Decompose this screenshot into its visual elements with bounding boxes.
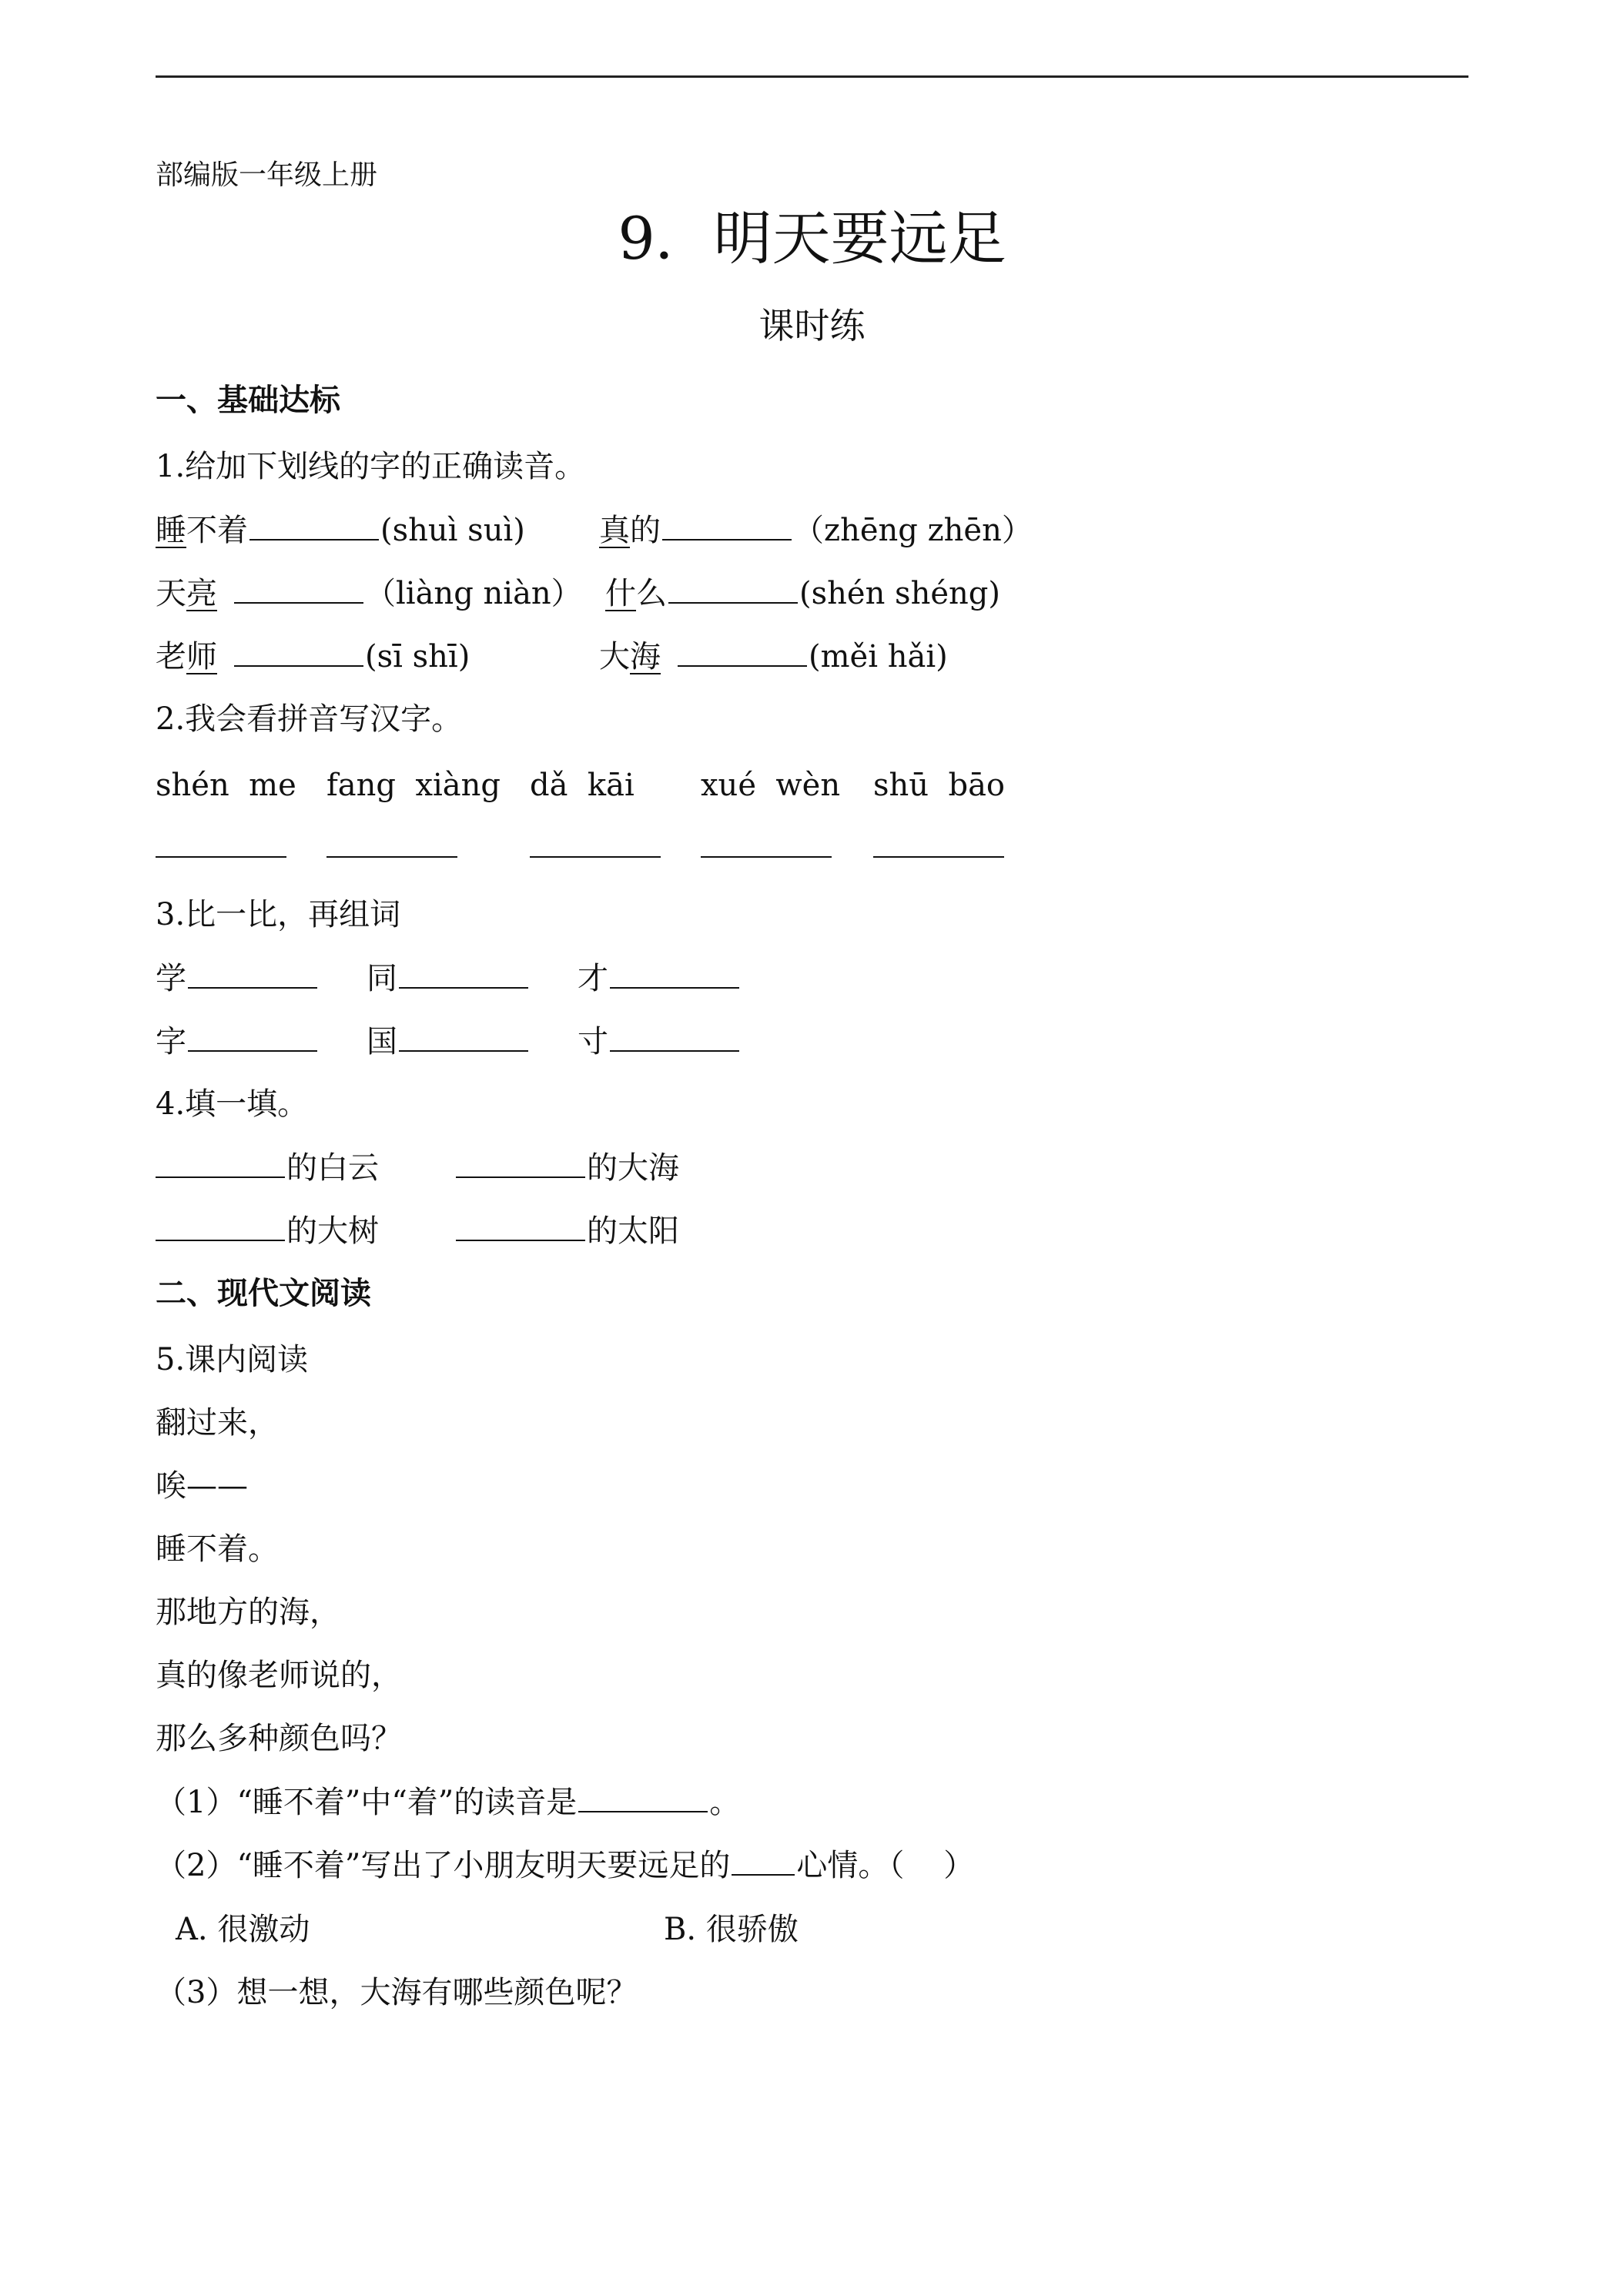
q4-item — [456, 1150, 679, 1186]
q1-prompt: 1.给加下划线的字的正确读音。 — [156, 449, 586, 484]
answer-blank[interactable] — [234, 577, 363, 604]
answer-blank[interactable] — [732, 1849, 795, 1876]
answer-blank[interactable] — [668, 577, 798, 604]
lesson-title: 9．明天要远足 — [618, 204, 1006, 273]
q1-item-6 — [599, 641, 948, 672]
q2-prompt: 2.我会看拼音写汉字。 — [156, 701, 463, 737]
pinyin-5: shū bāo — [873, 768, 1006, 803]
q1-item-options: (měi hǎi) — [809, 639, 948, 674]
q3-item — [578, 1026, 741, 1057]
answer-blank[interactable] — [678, 641, 807, 667]
poem-line: 唉—— — [156, 1468, 248, 1504]
q1-item-4 — [605, 577, 1000, 609]
poem-line: 那么多种颜色吗？ — [156, 1721, 402, 1756]
poem-line: 睡不着。 — [156, 1531, 279, 1567]
q3-item — [156, 1026, 319, 1057]
answer-blank[interactable] — [188, 1026, 317, 1052]
answer-blank[interactable] — [578, 1786, 708, 1812]
q1-underlined-char: 亮 — [186, 576, 217, 611]
choice-a[interactable]: A. 很激动 — [176, 1912, 310, 1947]
answer-blank[interactable] — [156, 1215, 285, 1241]
answer-blank[interactable] — [456, 1215, 585, 1241]
header-rule — [156, 75, 1468, 78]
answer-blank[interactable] — [662, 514, 792, 541]
answer-blank[interactable] — [156, 856, 286, 858]
q3-item — [156, 962, 319, 994]
choice-b[interactable]: B. 很骄傲 — [664, 1912, 799, 1947]
section-heading-basics: 一、基础达标 — [156, 382, 340, 418]
q5-sub1-text: （1）“睡不着”中“着”的读音是 — [156, 1785, 578, 1820]
q1-item-prefix: 大 — [599, 639, 630, 674]
q3-item — [367, 1026, 530, 1057]
answer-blank[interactable] — [610, 962, 739, 989]
q4-item — [456, 1215, 679, 1247]
q4-phrase: 的太阳 — [587, 1213, 679, 1249]
q3-prompt: 3.比一比，再组词 — [156, 897, 401, 932]
q5-sub2 — [156, 1849, 974, 1881]
q1-item-3 — [156, 577, 582, 609]
answer-blank[interactable] — [456, 1152, 585, 1178]
answer-blank[interactable] — [610, 1026, 739, 1052]
answer-blank[interactable] — [249, 514, 379, 541]
q5-sub1 — [156, 1786, 740, 1818]
q1-item-suffix: 么 — [636, 576, 667, 611]
q4-phrase: 的大树 — [286, 1213, 379, 1249]
answer-blank[interactable] — [188, 962, 317, 989]
pinyin-1: shén me — [156, 768, 296, 803]
q3-char: 寸 — [578, 1024, 608, 1059]
q1-underlined-char: 睡 — [156, 513, 186, 548]
section-heading-reading: 二、现代文阅读 — [156, 1275, 371, 1311]
poem-line: 翻过来， — [156, 1405, 279, 1441]
q1-item-options: （zhēng zhēn） — [793, 513, 1033, 548]
q1-item-5 — [156, 641, 470, 672]
book-label: 部编版一年级上册 — [156, 159, 378, 191]
answer-blank[interactable] — [156, 1152, 285, 1178]
answer-blank[interactable] — [399, 962, 528, 989]
q3-char: 才 — [578, 961, 608, 996]
answer-blank[interactable] — [530, 856, 661, 858]
q5-sub2-text: （2）“睡不着”写出了小朋友明天要远足的 — [156, 1848, 731, 1883]
q4-item — [156, 1150, 379, 1186]
q1-item-options: (shuì suì) — [380, 513, 525, 548]
q1-item-prefix: 天 — [156, 576, 186, 611]
pinyin-4: xué wèn — [701, 768, 841, 803]
q1-underlined-char: 什 — [605, 576, 636, 611]
q1-underlined-char: 师 — [186, 639, 217, 674]
q3-item — [578, 962, 741, 994]
answer-blank[interactable] — [399, 1026, 528, 1052]
q3-item — [367, 962, 530, 994]
q5-sub2-end: 心情。（ ） — [796, 1848, 975, 1883]
q1-item-1 — [156, 514, 525, 546]
q1-item-suffix: 不着 — [186, 513, 248, 548]
q4-item — [156, 1215, 379, 1247]
q1-item-suffix: 的 — [630, 513, 661, 548]
q4-prompt: 4.填一填。 — [156, 1086, 309, 1122]
q1-underlined-char: 真 — [599, 513, 630, 548]
answer-blank[interactable] — [234, 641, 363, 667]
pinyin-3: dǎ kāi — [530, 768, 635, 803]
q5-sub3: （3）想一想，大海有哪些颜色呢？ — [156, 1975, 638, 2010]
poem-line: 那地方的海， — [156, 1595, 340, 1630]
q3-char: 同 — [367, 961, 397, 996]
q3-char: 学 — [156, 961, 186, 996]
q5-prompt: 5.课内阅读 — [156, 1342, 309, 1377]
q3-char: 字 — [156, 1024, 186, 1059]
q1-item-options: (shén shéng) — [799, 576, 1000, 611]
answer-blank[interactable] — [873, 856, 1004, 858]
answer-blank[interactable] — [326, 856, 457, 858]
q4-phrase: 的大海 — [587, 1150, 679, 1186]
q4-phrase: 的白云 — [286, 1150, 379, 1186]
q1-item-2 — [599, 514, 1033, 546]
q1-item-options: (sī shī) — [365, 639, 470, 674]
answer-blank[interactable] — [701, 856, 832, 858]
poem-line: 真的像老师说的， — [156, 1658, 402, 1693]
pinyin-2: fang xiàng — [326, 768, 501, 803]
q1-item-options: （liàng niàn） — [365, 576, 582, 611]
lesson-subtitle: 课时练 — [758, 305, 866, 346]
q1-underlined-char: 海 — [630, 639, 661, 674]
q5-sub1-end: 。 — [709, 1785, 741, 1820]
q3-char: 国 — [367, 1024, 397, 1059]
q1-item-prefix: 老 — [156, 639, 186, 674]
